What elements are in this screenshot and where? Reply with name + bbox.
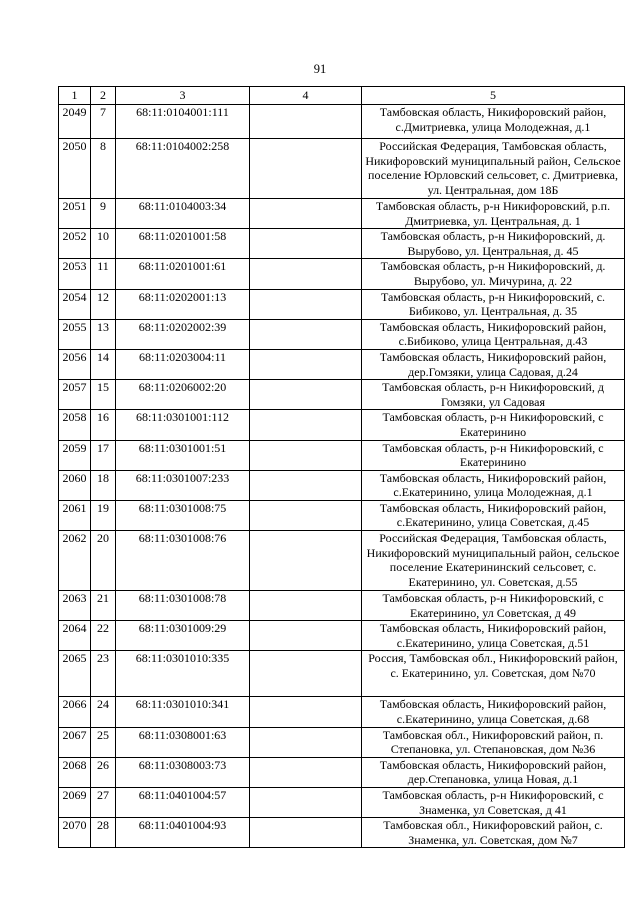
cadastral-number: 68:11:0202002:39 [116, 319, 250, 349]
cadastral-number: 68:11:0301001:51 [116, 440, 250, 470]
row-number: 2070 [59, 818, 91, 848]
table-row [59, 757, 625, 787]
row-index: 21 [91, 591, 116, 621]
table-row [59, 199, 625, 229]
table-row [59, 319, 625, 349]
column-4-cell [250, 531, 362, 591]
cadastral-number: 68:11:0203004:11 [116, 349, 250, 379]
cadastral-number: 68:11:0308003:73 [116, 757, 250, 787]
column-header-1: 1 [59, 87, 91, 105]
cadastral-number: 68:11:0301007:233 [116, 470, 250, 500]
table-row [59, 410, 625, 440]
address: Тамбовская область, Никифоровский район, с.Екатеринино, улица Советская, д.51 [362, 621, 625, 651]
table-row [59, 139, 625, 199]
column-4-cell [250, 818, 362, 848]
row-number: 2059 [59, 440, 91, 470]
row-index: 20 [91, 531, 116, 591]
address: Тамбовская область, р-н Никифоровский, с Знаменка, ул Советская, д 41 [362, 788, 625, 818]
cadastral-number: 68:11:0104002:258 [116, 139, 250, 199]
column-4-cell [250, 757, 362, 787]
row-number: 2053 [59, 259, 91, 289]
column-header-2: 2 [91, 87, 116, 105]
column-4-cell [250, 651, 362, 697]
column-4-cell [250, 440, 362, 470]
row-number: 2062 [59, 531, 91, 591]
row-number: 2057 [59, 380, 91, 410]
table-row [59, 531, 625, 591]
row-number: 2056 [59, 349, 91, 379]
column-header-5: 5 [362, 87, 625, 105]
column-4-cell [250, 105, 362, 139]
row-number: 2050 [59, 139, 91, 199]
address: Тамбовская область, Никифоровский район, с.Екатеринино, улица Советская, д.45 [362, 500, 625, 530]
row-number: 2066 [59, 697, 91, 727]
table-row [59, 500, 625, 530]
column-4-cell [250, 289, 362, 319]
row-number: 2060 [59, 470, 91, 500]
column-4-cell [250, 591, 362, 621]
cadastral-number: 68:11:0104001:111 [116, 105, 250, 139]
row-number: 2054 [59, 289, 91, 319]
row-index: 14 [91, 349, 116, 379]
table-row [59, 818, 625, 848]
row-index: 12 [91, 289, 116, 319]
table-row [59, 621, 625, 651]
header-row [59, 87, 625, 105]
column-4-cell [250, 139, 362, 199]
address: Российская Федерация, Тамбовская область, Никифоровский муниципальный район, сельское поселение Екатерининский сельсовет, с. Екатеринино, ул. Советская, д.55 [362, 531, 625, 591]
cadastral-number: 68:11:0301008:78 [116, 591, 250, 621]
address: Тамбовская область, р-н Никифоровский, д Гомзяки, ул Садовая [362, 380, 625, 410]
row-number: 2061 [59, 500, 91, 530]
table-row [59, 105, 625, 139]
table-row [59, 727, 625, 757]
address: Россия, Тамбовская обл., Никифоровский район, с. Екатеринино, ул. Советская, дом №70 [362, 651, 625, 697]
cadastral-number: 68:11:0104003:34 [116, 199, 250, 229]
cadastral-number: 68:11:0301010:335 [116, 651, 250, 697]
table-row [59, 440, 625, 470]
address: Российская Федерация, Тамбовская область, Никифоровский муниципальный район, Сельское поселение Юрловский сельсовет, с. Дмитриевка, ул. Центральная, дом 18Б [362, 139, 625, 199]
row-index: 19 [91, 500, 116, 530]
row-index: 26 [91, 757, 116, 787]
address: Тамбовская область, р-н Никифоровский, с Екатеринино, ул Советская, д 49 [362, 591, 625, 621]
column-header-4: 4 [250, 87, 362, 105]
row-number: 2058 [59, 410, 91, 440]
address: Тамбовская область, р-н Никифоровский, д. Вырубово, ул. Мичурина, д. 22 [362, 259, 625, 289]
address: Тамбовская область, р-н Никифоровский, с Екатеринино [362, 440, 625, 470]
row-index: 9 [91, 199, 116, 229]
column-4-cell [250, 229, 362, 259]
cadastral-number: 68:11:0202001:13 [116, 289, 250, 319]
cadastral-number: 68:11:0201001:61 [116, 259, 250, 289]
row-number: 2051 [59, 199, 91, 229]
registry-table [58, 86, 625, 848]
table-row [59, 229, 625, 259]
column-4-cell [250, 788, 362, 818]
address: Тамбовская область, Никифоровский район, дер.Гомзяки, улица Садовая, д.24 [362, 349, 625, 379]
column-4-cell [250, 500, 362, 530]
row-number: 2055 [59, 319, 91, 349]
cadastral-number: 68:11:0301010:341 [116, 697, 250, 727]
address: Тамбовская область, Никифоровский район, с.Бибиково, улица Центральная, д.43 [362, 319, 625, 349]
address: Тамбовская область, р-н Никифоровский, д. Вырубово, ул. Центральная, д. 45 [362, 229, 625, 259]
row-number: 2063 [59, 591, 91, 621]
cadastral-number: 68:11:0301001:112 [116, 410, 250, 440]
row-index: 18 [91, 470, 116, 500]
row-number: 2052 [59, 229, 91, 259]
row-number: 2064 [59, 621, 91, 651]
column-4-cell [250, 349, 362, 379]
row-index: 23 [91, 651, 116, 697]
cadastral-number: 68:11:0201001:58 [116, 229, 250, 259]
address: Тамбовская область, Никифоровский район, с.Дмитриевка, улица Молодежная, д.1 [362, 105, 625, 139]
column-4-cell [250, 697, 362, 727]
table-row [59, 289, 625, 319]
address: Тамбовская обл., Никифоровский район, п. Степановка, ул. Степановская, дом №36 [362, 727, 625, 757]
cadastral-number: 68:11:0308001:63 [116, 727, 250, 757]
column-4-cell [250, 380, 362, 410]
row-index: 7 [91, 105, 116, 139]
row-index: 15 [91, 380, 116, 410]
row-index: 28 [91, 818, 116, 848]
address: Тамбовская область, р-н Никифоровский, с. Бибиково, ул. Центральная, д. 35 [362, 289, 625, 319]
row-index: 8 [91, 139, 116, 199]
row-index: 10 [91, 229, 116, 259]
address: Тамбовская обл., Никифоровский район, с. Знаменка, ул. Советская, дом №7 [362, 818, 625, 848]
row-number: 2049 [59, 105, 91, 139]
column-4-cell [250, 319, 362, 349]
column-4-cell [250, 259, 362, 289]
row-index: 27 [91, 788, 116, 818]
table-row [59, 697, 625, 727]
row-number: 2065 [59, 651, 91, 697]
row-index: 11 [91, 259, 116, 289]
cadastral-number: 68:11:0206002:20 [116, 380, 250, 410]
column-header-3: 3 [116, 87, 250, 105]
address: Тамбовская область, Никифоровский район, с.Екатеринино, улица Молодежная, д.1 [362, 470, 625, 500]
row-index: 25 [91, 727, 116, 757]
address: Тамбовская область, Никифоровский район, с.Екатеринино, улица Советская, д.68 [362, 697, 625, 727]
table-row [59, 788, 625, 818]
table-row [59, 591, 625, 621]
table-row [59, 651, 625, 697]
cadastral-number: 68:11:0301008:75 [116, 500, 250, 530]
column-4-cell [250, 410, 362, 440]
table-row [59, 380, 625, 410]
row-index: 13 [91, 319, 116, 349]
row-number: 2068 [59, 757, 91, 787]
row-index: 17 [91, 440, 116, 470]
table-row [59, 470, 625, 500]
column-4-cell [250, 727, 362, 757]
cadastral-number: 68:11:0401004:93 [116, 818, 250, 848]
column-4-cell [250, 621, 362, 651]
address: Тамбовская область, р-н Никифоровский, с Екатеринино [362, 410, 625, 440]
cadastral-number: 68:11:0301008:76 [116, 531, 250, 591]
table-row [59, 259, 625, 289]
row-index: 24 [91, 697, 116, 727]
table-row [59, 349, 625, 379]
page-number: 91 [313, 62, 327, 76]
address: Тамбовская область, Никифоровский район, дер.Степановка, улица Новая, д.1 [362, 757, 625, 787]
row-number: 2067 [59, 727, 91, 757]
cadastral-number: 68:11:0301009:29 [116, 621, 250, 651]
column-4-cell [250, 470, 362, 500]
column-4-cell [250, 199, 362, 229]
row-index: 16 [91, 410, 116, 440]
row-index: 22 [91, 621, 116, 651]
row-number: 2069 [59, 788, 91, 818]
cadastral-number: 68:11:0401004:57 [116, 788, 250, 818]
address: Тамбовская область, р-н Никифоровский, р.п. Дмитриевка, ул. Центральная, д. 1 [362, 199, 625, 229]
